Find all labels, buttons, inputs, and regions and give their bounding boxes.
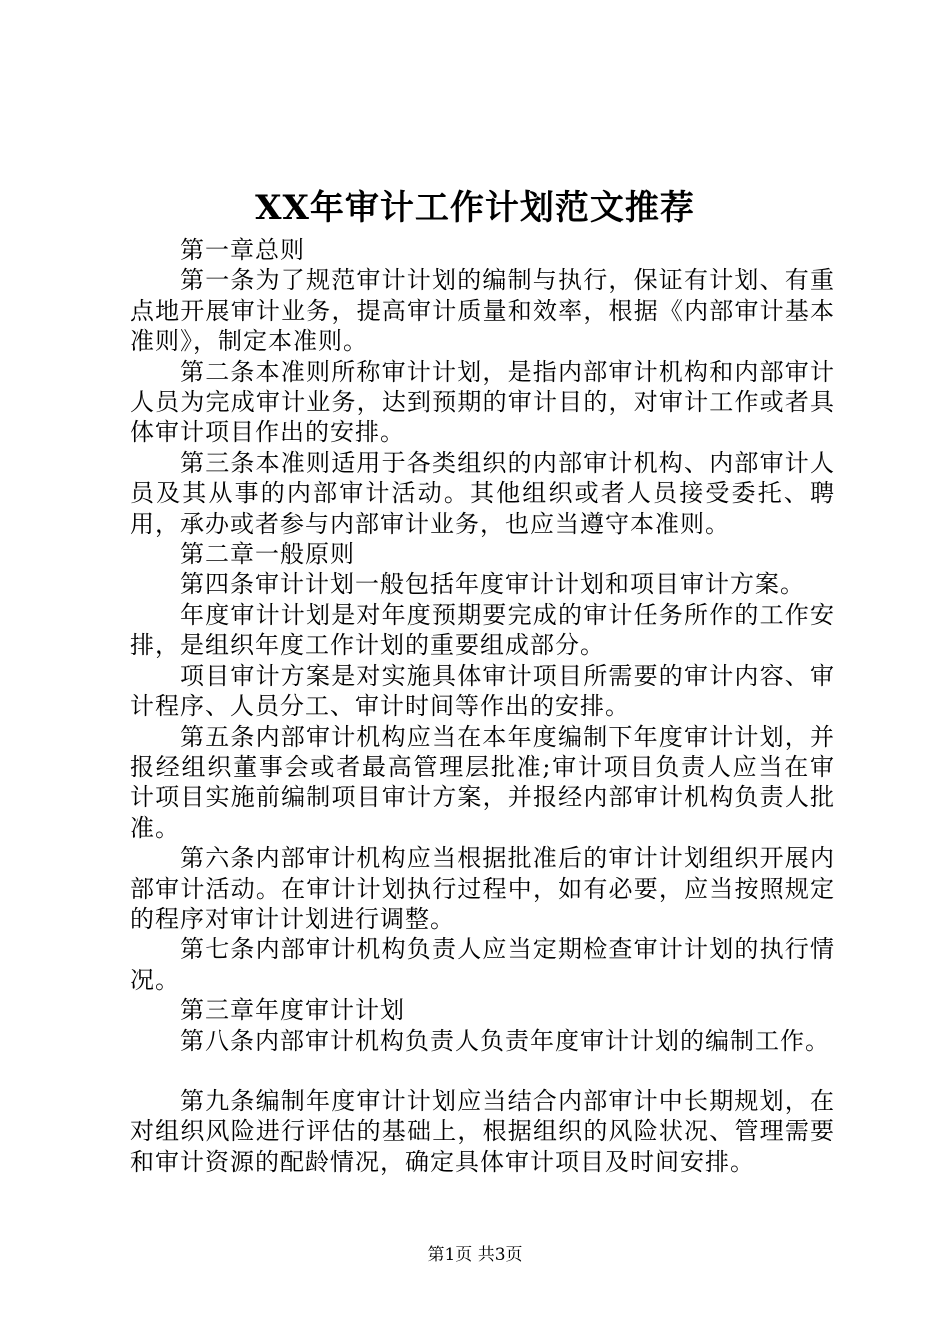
chapter-heading: 第一章总则 xyxy=(180,236,305,264)
article-paragraph: 项目审计方案是对实施具体审计项目所需要的审计内容、审计程序、人员分工、审计时间等作出的安排。 xyxy=(130,661,835,721)
article-paragraph: 年度审计计划是对年度预期要完成的审计任务所作的工作安排，是组织年度工作计划的重要组成部分。 xyxy=(130,600,835,660)
article-paragraph: 第四条审计计划一般包括年度审计计划和项目审计方案。 xyxy=(180,570,805,599)
article-paragraph: 第八条内部审计机构负责人负责年度审计计划的编制工作。 xyxy=(180,1026,830,1055)
article-paragraph: 第九条编制年度审计计划应当结合内部审计中长期规划，在对组织风险进行评估的基础上，根据组织的风险状况、管理需要和审计资源的配龄情况，确定具体审计项目及时间安排。 xyxy=(130,1086,835,1176)
page-footer: 第1页 共3页 xyxy=(427,1245,523,1265)
chapter-heading: 第三章年度审计计划 xyxy=(180,996,405,1025)
document-body xyxy=(130,235,835,1177)
article-paragraph: 第二条本准则所称审计计划，是指内部审计机构和内部审计人员为完成审计业务，达到预期的审计目的，对审计工作或者具体审计项目作出的安排。 xyxy=(130,357,835,447)
article-paragraph: 第一条为了规范审计计划的编制与执行，保证有计划、有重点地开展审计业务，提高审计质量和效率，根据《内部审计基本准则》，制定本准则。 xyxy=(130,266,835,356)
document-title: XX年审计工作计划范文推荐 xyxy=(255,188,695,228)
article-paragraph: 第七条内部审计机构负责人应当定期检查审计计划的执行情况。 xyxy=(130,935,835,994)
chapter-heading: 第二章一般原则 xyxy=(180,540,355,569)
article-paragraph: 第六条内部审计机构应当根据批准后的审计计划组织开展内部审计活动。在审计计划执行过程中，如有必要，应当按照规定的程序对审计计划进行调整。 xyxy=(130,844,835,933)
article-paragraph: 第三条本准则适用于各类组织的内部审计机构、内部审计人员及其从事的内部审计活动。其他组织或者人员接受委托、聘用，承办或者参与内部审计业务，也应当遵守本准则。 xyxy=(130,448,835,538)
article-paragraph: 第五条内部审计机构应当在本年度编制下年度审计计划，并报经组织董事会或者最高管理层批准;审计项目负责人应当在审计项目实施前编制项目审计方案，并报经内部审计机构负责人批准。 xyxy=(130,722,835,842)
